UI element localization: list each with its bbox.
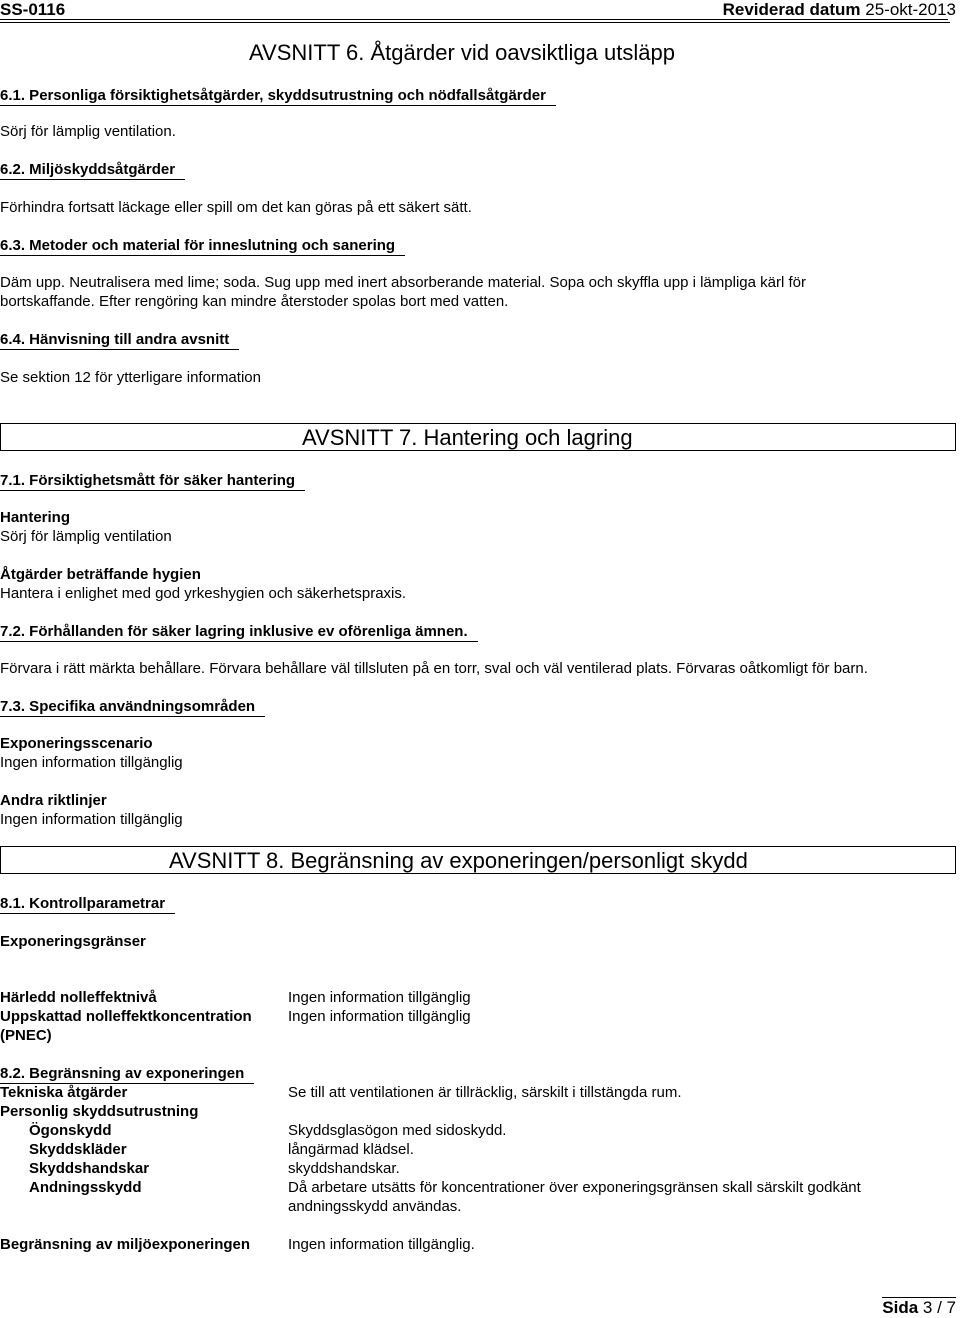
section-6-1-text: Sörj för lämplig ventilation. (0, 123, 176, 140)
exposure-limits-label: Exponeringsgränser (0, 933, 146, 950)
other-guidelines-label: Andra riktlinjer (0, 792, 107, 809)
tech-measures-value: Se till att ventilationen är tillräcklig, särskilt i tillstängda rum. (288, 1084, 682, 1101)
section-8-title: AVSNITT 8. Begränsning av exponeringen/personligt skydd (169, 848, 748, 873)
page-label: Sida (882, 1298, 919, 1317)
respiratory-protection-label: Andningsskydd (29, 1179, 142, 1196)
protective-clothing-value: långärmad klädsel. (288, 1141, 414, 1158)
handling-label: Hantering (0, 509, 71, 526)
section-7-1-title: 7.1. Försiktighetsmått för säker hantering (0, 471, 305, 491)
section-7-2-title: 7.2. Förhållanden för säker lagring inklusive ev oförenliga ämnen. (0, 622, 478, 642)
section-7-3-title: 7.3. Specifika användningsområden (0, 697, 265, 717)
revised-date-value: 25-okt-2013 (865, 0, 956, 19)
respiratory-protection-value-line2: andningsskydd användas. (288, 1198, 462, 1215)
gloves-label: Skyddshandskar (29, 1160, 150, 1177)
section-6-3-text-line1: Däm upp. Neutralisera med lime; soda. Sug upp med inert absorberande material. Sopa och skyffla upp i lämpliga kärl för (0, 274, 806, 291)
section-8-1-title: 8.1. Kontrollparametrar (0, 894, 175, 914)
hygiene-text: Hantera i enlighet med god yrkeshygien och säkerhetspraxis. (0, 585, 407, 602)
env-exposure-value: Ingen information tillgänglig. (288, 1236, 475, 1253)
protective-clothing-label: Skyddskläder (29, 1141, 127, 1158)
handling-text: Sörj för lämplig ventilation (0, 528, 172, 545)
dnel-value: Ingen information tillgänglig (288, 989, 471, 1006)
section-7-2-text: Förvara i rätt märkta behållare. Förvara behållare väl tillsluten på en torr, sval och väl ventilerad plats. Förvaras oåtkomligt för barn. (0, 660, 868, 677)
dnel-label: Härledd nolleffektnivå (0, 989, 157, 1006)
pnec-label-line1: Uppskattad nolleffektkoncentration (0, 1008, 252, 1025)
other-guidelines-text: Ingen information tillgänglig (0, 811, 183, 828)
page-indicator (882, 1297, 956, 1318)
pnec-value: Ingen information tillgänglig (288, 1008, 471, 1025)
hygiene-label: Åtgärder beträffande hygien (0, 566, 201, 583)
exposure-scenario-label: Exponeringsscenario (0, 735, 153, 752)
header-rule-thin (0, 22, 950, 23)
section-6-title: AVSNITT 6. Åtgärder vid oavsiktliga utsläpp (249, 40, 675, 65)
section-6-1-title: 6.1. Personliga försiktighetsåtgärder, skyddsutrustning och nödfallsåtgärder (0, 86, 556, 106)
section-8-2-title: 8.2. Begränsning av exponeringen (0, 1064, 254, 1084)
env-exposure-label: Begränsning av miljöexponeringen (0, 1236, 251, 1253)
gloves-value: skyddshandskar. (288, 1160, 400, 1177)
page-number: 3 / 7 (922, 1298, 956, 1317)
respiratory-protection-value-line1: Då arbetare utsätts för koncentrationer över exponeringsgränsen skall särskilt godkänt (288, 1179, 861, 1196)
pnec-label-line2: (PNEC) (0, 1027, 52, 1044)
revised-label: Reviderad datum (722, 0, 861, 19)
exposure-scenario-text: Ingen information tillgänglig (0, 754, 183, 771)
document-id: SS-0116 (0, 0, 66, 19)
section-6-3-title: 6.3. Metoder och material för inneslutning och sanering (0, 236, 405, 256)
section-6-2-text: Förhindra fortsatt läckage eller spill om det kan göras på ett säkert sätt. (0, 199, 472, 216)
eye-protection-label: Ögonskydd (29, 1122, 112, 1139)
ppe-label: Personlig skyddsutrustning (0, 1103, 199, 1120)
eye-protection-value: Skyddsglasögon med sidoskydd. (288, 1122, 507, 1139)
section-7-title: AVSNITT 7. Hantering och lagring (302, 425, 633, 450)
section-6-4-title: 6.4. Hänvisning till andra avsnitt (0, 330, 239, 350)
header-rule (0, 19, 948, 20)
revision-date (723, 0, 956, 20)
section-6-3-text-line2: bortskaffande. Efter rengöring kan mindre återstoder spolas bort med vatten. (0, 293, 509, 310)
tech-measures-label: Tekniska åtgärder (0, 1084, 128, 1101)
section-6-2-title: 6.2. Miljöskyddsåtgärder (0, 160, 185, 180)
section-6-4-text: Se sektion 12 för ytterligare information (0, 369, 261, 386)
